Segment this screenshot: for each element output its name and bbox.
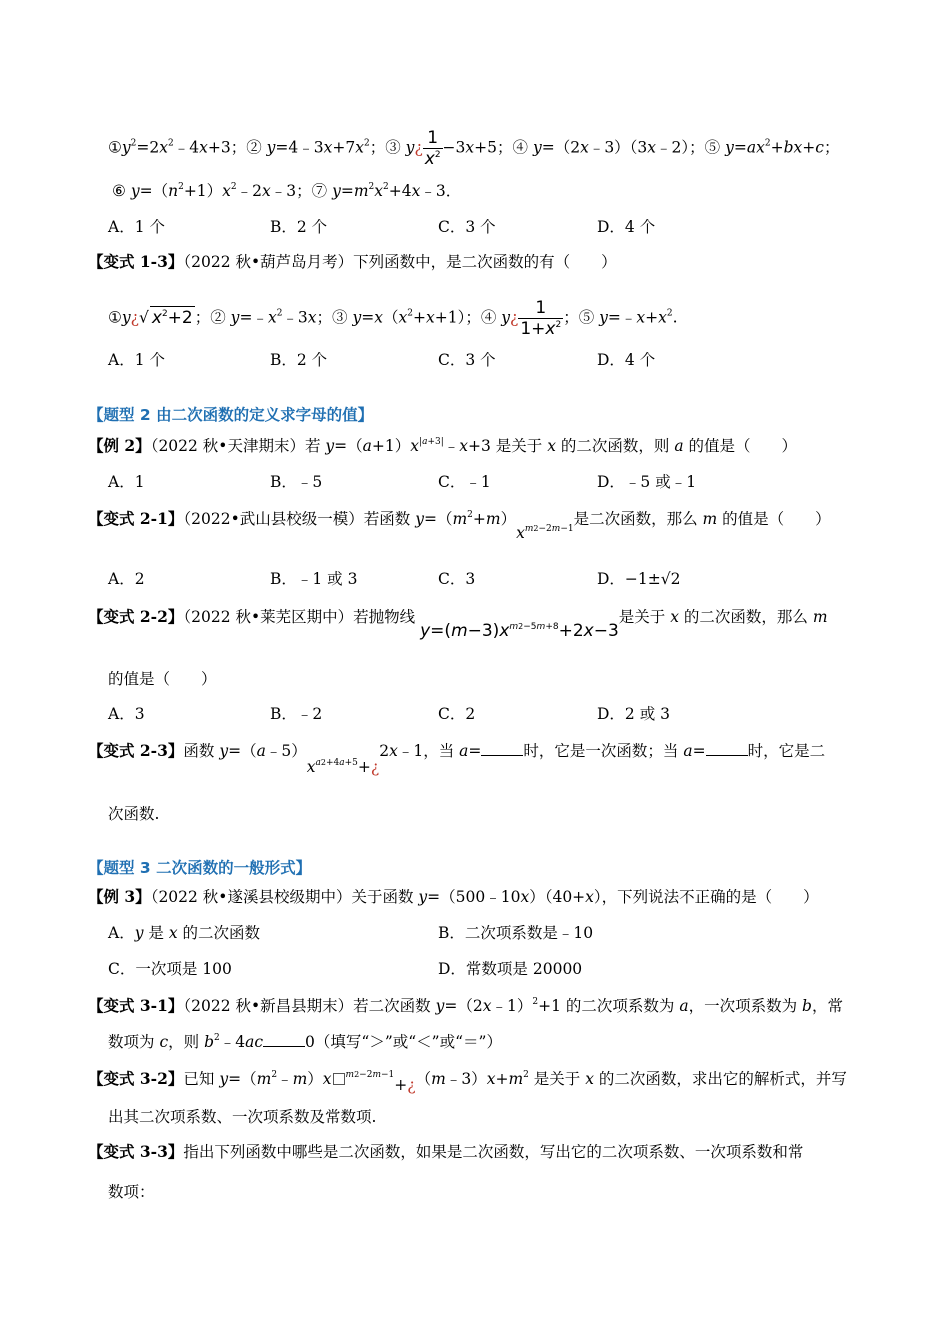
ex3-option-b: B．二次项系数是﹣10: [438, 924, 594, 942]
v21-option-c: C．3: [438, 570, 476, 588]
v13-option-a: A．1 个: [108, 351, 165, 369]
ex3-option-d: D．常数项是 20000: [438, 960, 583, 978]
variant-3-3-cont: 数项：: [108, 1183, 155, 1201]
function-list-line-1: $①y^2=2x^2﹣4x+3$；② $y=4﹣3x+7x^2$；③ y¿ $\frac{1}{x^2}$ −3x+5；④ y=（2x﹣3）（3x﹣2）；⑤ $y=ax^2+bx+c$；: [108, 128, 840, 169]
v22-option-b: B．﹣2: [270, 705, 323, 723]
variant-2-3-cont: 次函数.: [108, 805, 160, 823]
v21-option-d: D．−1±√2: [597, 570, 681, 588]
missing-glyph-box: [333, 1073, 345, 1085]
variant-3-2-cont: 出其二次项系数、一次项系数及常数项.: [108, 1108, 377, 1126]
v22-option-d: D．2 或 3: [597, 705, 671, 723]
variant-3-2-question: 【变式 3-2】已知 $y=(m^2﹣m)x$ $^{m2-2m-1}+¿(m﹣3)x+m^2$ 是关于 x 的二次函数，求出它的解析式，并写: [88, 1069, 847, 1094]
v21-option-a: A．2: [108, 570, 145, 588]
variant-2-3-label: 【变式 2-3】: [88, 741, 184, 760]
v13-option-b: B．2 个: [270, 351, 328, 369]
example-3-question: 【例 3】（2022 秋•遂溪县校级期中）关于函数 y=（500﹣10x）（40+x），下列说法不正确的是（ ）: [88, 887, 819, 906]
variant-1-3-label: 【变式 1-3】: [88, 252, 184, 271]
example-2-label: 【例 2】: [88, 436, 151, 455]
function-list-line-2: ⑥ $y=(n^2+1)x^2﹣2x﹣3$；⑦ $y=m^2x^2+4x﹣3$．: [112, 182, 462, 200]
variant-2-2-label: 【变式 2-2】: [88, 607, 184, 626]
v21-option-b: B．﹣1 或 3: [270, 570, 358, 588]
variant-3-1-question: 【变式 3-1】（2022 秋•新昌县期末）若二次函数 y=（2x﹣1）$^2$+1 的二次项系数为 a，一次项系数为 b，常: [88, 996, 843, 1015]
variant-3-3-question: [88, 1141, 803, 1163]
example-3-label: 【例 3】: [88, 887, 151, 906]
ex2-option-a: A．1: [108, 473, 145, 491]
ex3-option-c: C．一次项是 100: [108, 960, 232, 978]
variant-3-2-label: 【变式 3-2】: [88, 1069, 184, 1088]
variant-2-1-label: 【变式 2-1】: [88, 509, 184, 528]
ex3-option-a: A．y 是 x 的二次函数: [108, 924, 261, 942]
variant-1-3-functions: ①y¿√ $x^2+2$ ；② $y=﹣x^2﹣3x$；③ $y=x(x^2+x+1)$；④ y¿ $\frac{1}{1+x^2}$ ；⑤ $y=﹣x+x^2$.: [108, 298, 678, 339]
v13-option-d: D．4 个: [597, 351, 656, 369]
variant-3-3-label: 【变式 3-3】: [88, 1142, 184, 1161]
v13-option-c: C．3 个: [438, 351, 496, 369]
q1-option-d: D．4 个: [597, 218, 656, 236]
ex2-option-b: B．﹣5: [270, 473, 323, 491]
variant-1-3-text: （2022 秋•葫芦岛月考）下列函数中，是二次函数的有（ ）: [183, 253, 617, 271]
variant-3-1-cont: 数项为 c，则 $b^2﹣4ac$ 0（填写“＞”或“＜”或“＝”）: [108, 1033, 502, 1051]
ex2-option-c: C．﹣1: [438, 473, 491, 491]
variant-3-3-text: 指出下列函数中哪些是二次函数，如果是二次函数，写出它的二次项系数、一次项系数和常: [183, 1143, 804, 1161]
variant-3-1-label: 【变式 3-1】: [88, 996, 184, 1015]
section-title-type-2: 【题型 2 由二次函数的定义求字母的值】: [88, 406, 374, 424]
q1-option-b: B．2 个: [270, 218, 328, 236]
variant-2-2-cont: 的值是（ ）: [108, 670, 217, 688]
q1-option-a: A．1 个: [108, 218, 165, 236]
v22-option-a: A．3: [108, 705, 145, 723]
variant-2-3-question: 【变式 2-3】函数 $y=(a﹣5)x^{a2+4a+5}+¿2x﹣1$，当 a= 时，它是一次函数；当 a= 时，它是二: [88, 741, 826, 776]
q1-option-c: C．3 个: [438, 218, 496, 236]
example-2-question: 【例 2】（2022 秋•天津期末）若 $y=(a+1)x^{|a+3|}﹣x+3$ 是关于 x 的二次函数，则 a 的值是（ ）: [88, 436, 798, 455]
variant-2-2-question: 【变式 2-2】（2022 秋•莱芜区期中）若抛物线 $y=(m-3)x^{m2-5m+8}+2x-3$是关于 x 的二次函数，那么 m: [88, 607, 828, 641]
variant-2-1-question: 【变式 2-1】（2022•武山县校级一模）若函数 $y=(m^2+m)x^{m2-2m-1}$是二次函数，那么 m 的值是（ ）: [88, 509, 831, 542]
v22-option-c: C．2: [438, 705, 476, 723]
ex2-option-d: D．﹣5 或﹣1: [597, 473, 697, 491]
section-title-type-3: 【题型 3 二次函数的一般形式】: [88, 859, 312, 877]
variant-1-3-question: [88, 251, 617, 273]
